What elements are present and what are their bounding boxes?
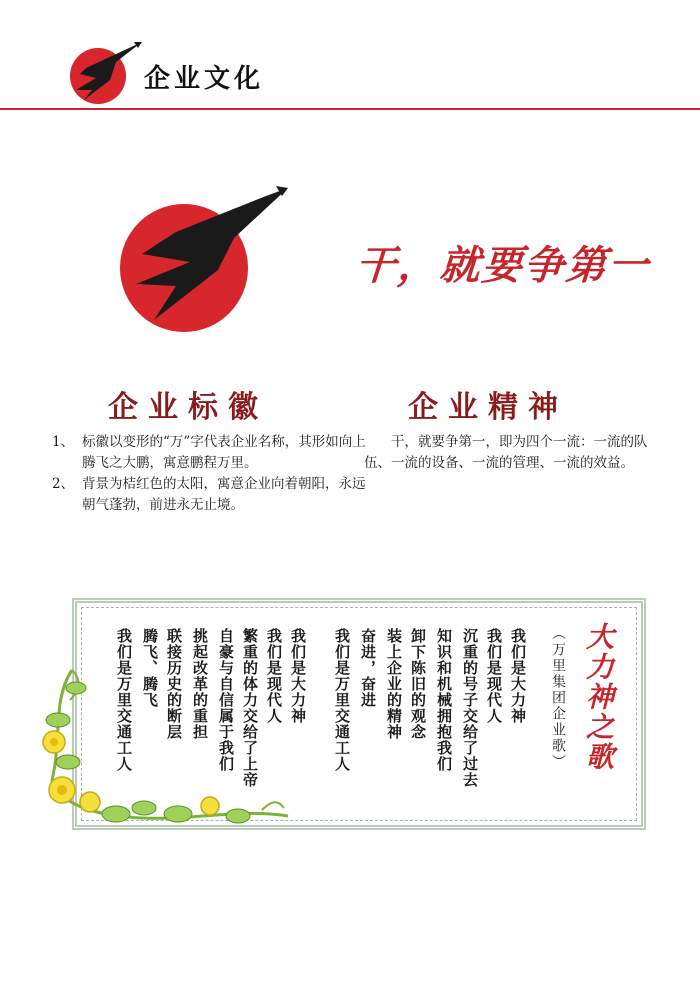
page-header (0, 0, 700, 112)
lyric-line: 我们是万里交通工人 (115, 628, 133, 772)
lyric-line: 自豪与自信属于我们 (217, 628, 235, 772)
lyric-line: 挑起改革的重担 (191, 628, 209, 740)
lyric-line: 知识和机械拥抱我们 (435, 628, 453, 772)
lyric-line: 我们是大力神 (289, 628, 307, 724)
lyric-line: 腾飞、腾飞 (141, 628, 159, 708)
header-divider (0, 108, 700, 110)
lyric-line: 我们是万里交通工人 (333, 628, 351, 772)
list-item-number: 2、 (52, 476, 75, 492)
lyric-line: 奋进，奋进 (359, 628, 377, 708)
lyric-line: 装上企业的精神 (385, 628, 403, 740)
company-slogan: 干，就要争第一 (354, 242, 652, 289)
song-subtitle: （万里集团企业歌） (550, 626, 566, 770)
song-title: 大力神之歌 (582, 622, 615, 772)
emblem-description-list (52, 432, 370, 516)
spirit-description: 干，就要争第一，即为四个一流：一流的队伍、一流的设备、一流的管理、一流的效益。 (364, 434, 648, 471)
list-item (52, 474, 370, 516)
lyric-line: 繁重的体力交给了上帝 (241, 628, 259, 788)
lyric-line: 卸下陈旧的观念 (409, 628, 427, 740)
lyric-line: 联接历史的断层 (165, 628, 183, 740)
list-item-text: 背景为桔红色的太阳，寓意企业向着朝阳，永远朝气蓬勃，前进永无止境。 (82, 476, 366, 513)
main-emblem-icon (116, 184, 292, 334)
list-item-number: 1、 (52, 434, 75, 450)
header-title: 企业文化 (144, 64, 265, 94)
lyric-line: 我们是大力神 (509, 628, 527, 724)
list-item-text: 标徽以变形的“万”字代表企业名称，其形如向上腾飞之大鹏，寓意鹏程万里。 (82, 434, 366, 471)
emblem-heading: 企业标徽 (108, 390, 268, 425)
list-item (52, 432, 370, 474)
lyric-line: 我们是现代人 (485, 628, 503, 724)
company-logo-icon (66, 38, 146, 104)
flower-vine-icon (32, 660, 292, 840)
lyric-line: 沉重的号子交给了过去 (461, 628, 479, 788)
spirit-heading: 企业精神 (408, 390, 568, 425)
lyric-line: 我们是现代人 (265, 628, 283, 724)
